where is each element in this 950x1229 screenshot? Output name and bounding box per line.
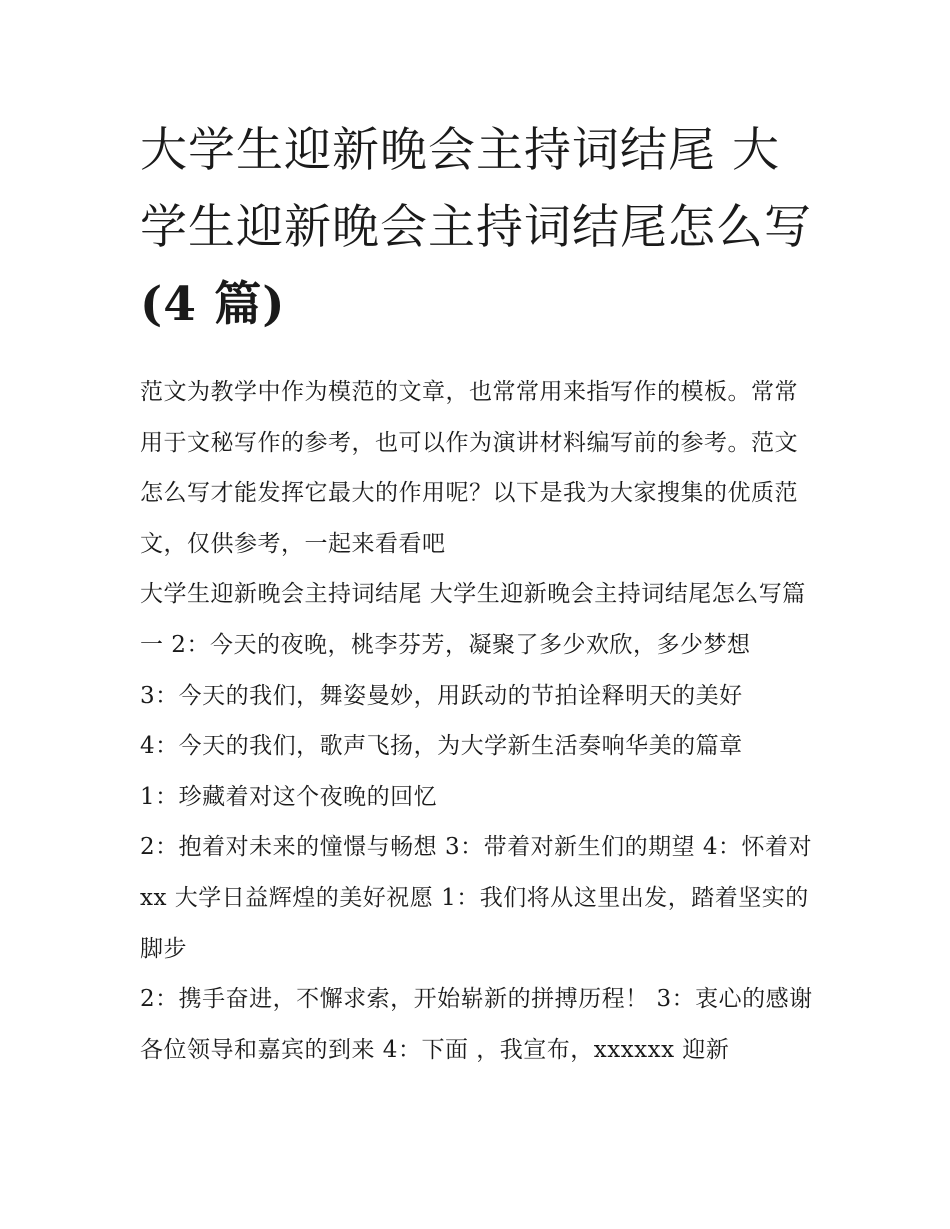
paragraph: 2：抱着对未来的憧憬与畅想 3：带着对新生们的期望 4：怀着对 xx 大学日益辉煌的美好祝愿 1：我们将从这里出发，踏着坚实的脚步 — [140, 834, 813, 962]
title-count: (4 篇) — [140, 277, 286, 332]
paragraph: 大学生迎新晚会主持词结尾 大学生迎新晚会主持词结尾怎么写篇一 2：今天的夜晚，桃李芬芳，凝聚了多少欢欣，多少梦想 — [140, 581, 806, 658]
document-page — [140, 112, 820, 1075]
document-body — [140, 367, 820, 1075]
paragraph: 2：携手奋进，不懈求索，开始崭新的拼搏历程！ 3：衷心的感谢各位领导和嘉宾的到来 4：下面 ，我宣布，xxxxxx 迎新 — [140, 986, 813, 1063]
paragraph: 4：今天的我们，歌声飞扬，为大学新生活奏响华美的篇章 — [140, 733, 743, 760]
document-title — [140, 112, 820, 343]
title-text: 大学生迎新晚会主持词结尾 大学生迎新晚会主持词结尾怎么写 — [140, 123, 812, 255]
intro-paragraph: 范文为教学中作为模范的文章，也常常用来指写作的模板。常常用于文秘写作的参考，也可以作为演讲材料编写前的参考。范文怎么写才能发挥它最大的作用呢？以下是我为大家搜集的优质范文，仅供参考，一起来看看吧 — [140, 379, 798, 557]
paragraph: 1：珍藏着对这个夜晚的回忆 — [140, 783, 438, 810]
paragraph: 3：今天的我们，舞姿曼妙，用跃动的节拍诠释明天的美好 — [140, 682, 743, 709]
